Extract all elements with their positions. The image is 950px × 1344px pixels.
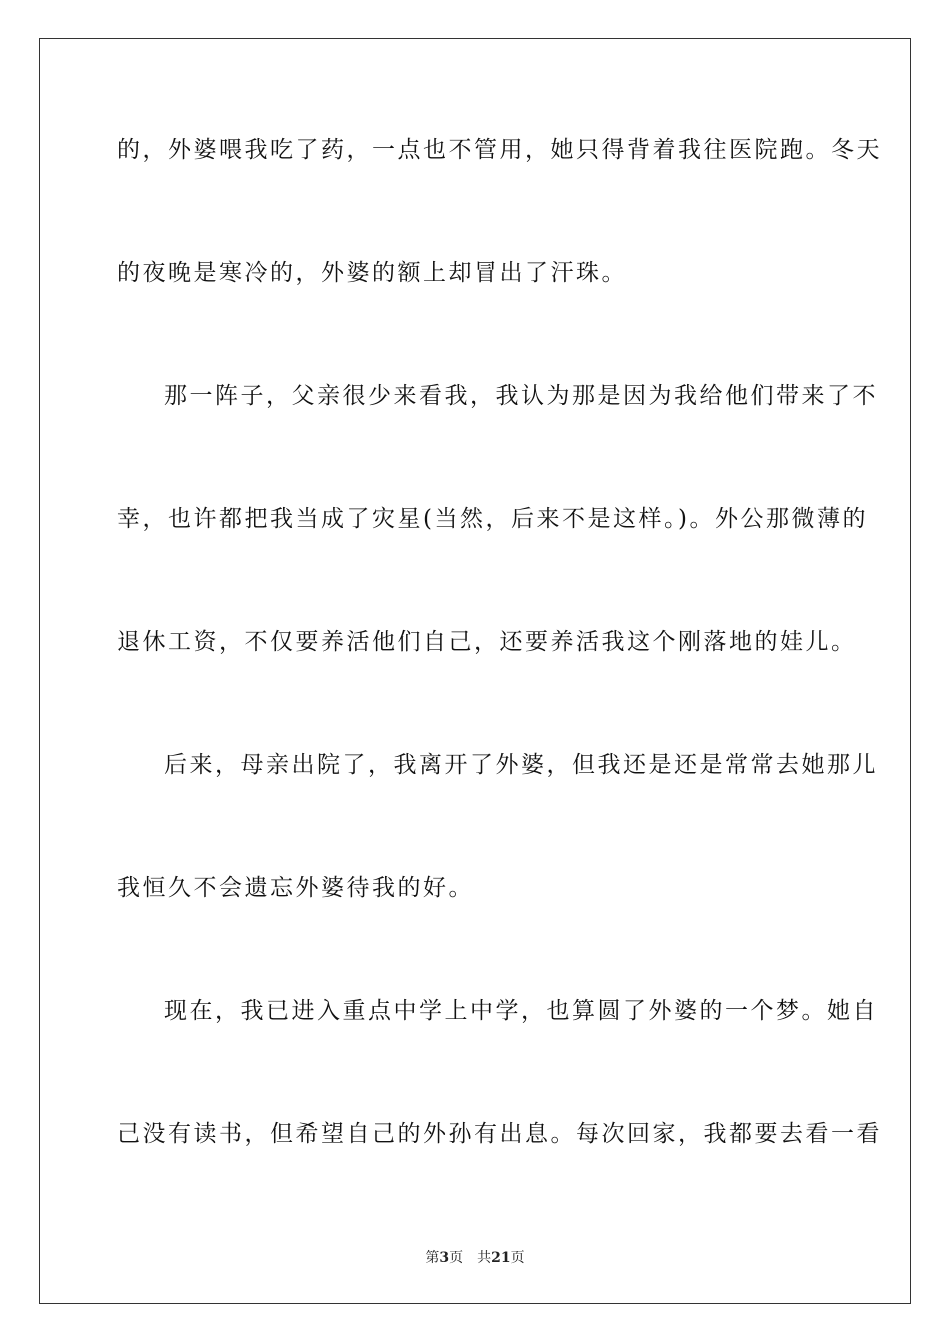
total-pages: 21 (491, 1250, 511, 1266)
total-suffix: 页 (510, 1250, 525, 1266)
page-footer (0, 1247, 950, 1267)
text-line-8: 现在，我已进入重点中学上中学，也算圆了外婆的一个梦。她自 (164, 998, 878, 1024)
text-line-7: 我恒久不会遗忘外婆待我的好。 (117, 875, 474, 901)
text-line-3: 那一阵子，父亲很少来看我，我认为那是因为我给他们带来了不 (164, 383, 878, 409)
text-line-1: 的，外婆喂我吃了药，一点也不管用，她只得背着我往医院跑。冬天 (117, 137, 882, 163)
text-line-4: 幸，也许都把我当成了灾星(当然，后来不是这样。)。外公那微薄的 (117, 506, 868, 532)
page-number: 3 (439, 1250, 450, 1266)
page-frame (39, 38, 911, 1304)
text-line-2: 的夜晚是寒冷的，外婆的额上却冒出了汗珠。 (117, 260, 627, 286)
page-prefix: 第 (425, 1250, 440, 1266)
total-prefix: 共 (477, 1250, 492, 1266)
text-line-9: 己没有读书，但希望自己的外孙有出息。每次回家，我都要去看一看 (117, 1121, 882, 1147)
page-suffix: 页 (449, 1250, 464, 1266)
text-line-5: 退休工资，不仅要养活他们自己，还要养活我这个刚落地的娃儿。 (117, 629, 857, 655)
text-line-6: 后来，母亲出院了，我离开了外婆，但我还是还是常常去她那儿 (164, 752, 878, 778)
